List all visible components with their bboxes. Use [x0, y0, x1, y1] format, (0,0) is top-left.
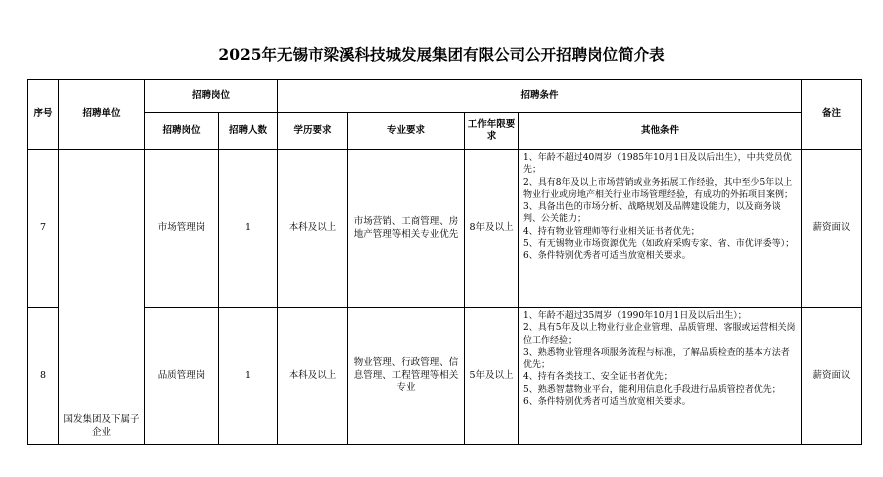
row-seq: 7 — [28, 150, 59, 308]
header-major: 专业要求 — [348, 113, 465, 150]
condition-line: 2、具有8年及以上市场营销或业务拓展工作经验，其中至少5年以上物业行业或房地产相关行业市场管理经验，有成功的外拓项目案例； — [523, 177, 794, 200]
condition-line: 2、具有5年及以上物业行业企业管理、品质管理、客服或运营相关岗位工作经验； — [523, 323, 796, 346]
unit-cell — [59, 150, 145, 445]
header-other: 其他条件 — [519, 113, 802, 150]
table-row — [28, 150, 862, 308]
row-major: 市场营销、工商管理、房地产管理等相关专业优先 — [348, 150, 465, 308]
condition-line: 3、熟悉物业管理各项服务流程与标准，了解品质检查的基本方法者优先； — [523, 347, 790, 371]
condition-line: 6、条件特别优秀者可适当放宽相关要求。 — [523, 397, 691, 408]
header-seq: 序号 — [28, 80, 59, 150]
row-other-conditions — [519, 150, 802, 308]
header-remark: 备注 — [802, 80, 862, 150]
header-count: 招聘人数 — [219, 113, 278, 150]
table-row — [28, 308, 862, 445]
page-title: 2025年无锡市梁溪科技城发展集团有限公司公开招聘岗位简介表 — [218, 45, 665, 64]
condition-line: 5、有无锡物业市场资源优先（如政府采购专家、省、市优评委等）； — [523, 239, 795, 250]
condition-line: 6、条件特别优秀者可适当放宽相关要求。 — [523, 251, 691, 262]
recruitment-table — [27, 79, 862, 445]
condition-line: 1、年龄不超过40周岁（1985年10月1日及以后出生），中共党员优先； — [523, 153, 792, 176]
header-post: 招聘岗位 — [145, 113, 219, 150]
unit-name: 国发集团及下属子企业 — [63, 414, 140, 438]
header-unit: 招聘单位 — [59, 80, 145, 150]
header-education: 学历要求 — [278, 113, 348, 150]
header-conditions-group: 招聘条件 — [278, 80, 802, 113]
condition-line: 4、持有各类技工、安全证书者优先； — [523, 372, 673, 383]
header-post-group: 招聘岗位 — [145, 80, 278, 113]
row-remark: 薪资面议 — [802, 308, 862, 445]
row-years: 5年及以上 — [465, 308, 519, 445]
header-years: 工作年限要求 — [465, 113, 519, 150]
row-major: 物业管理、行政管理、信息管理、工程管理等相关专业 — [348, 308, 465, 445]
row-count: 1 — [219, 150, 278, 308]
condition-line: 4、持有物业管理师等行业相关证书者优先； — [523, 226, 700, 237]
row-seq: 8 — [28, 308, 59, 445]
row-remark: 薪资面议 — [802, 150, 862, 308]
row-count: 1 — [219, 308, 278, 445]
row-education: 本科及以上 — [278, 150, 348, 308]
condition-line: 5、熟悉智慧物业平台，能利用信息化手段进行品质管控者优先； — [523, 384, 781, 395]
row-years: 8年及以上 — [465, 150, 519, 308]
row-post: 品质管理岗 — [145, 308, 219, 445]
condition-line: 3、具备出色的市场分析、战略规划及品牌建设能力，以及商务谈判、公关能力； — [523, 202, 781, 225]
row-education: 本科及以上 — [278, 308, 348, 445]
row-post: 市场管理岗 — [145, 150, 219, 308]
row-other-conditions — [519, 308, 802, 445]
condition-line: 1、年龄不超过35周岁（1990年10月1日及以后出生）； — [523, 311, 747, 321]
